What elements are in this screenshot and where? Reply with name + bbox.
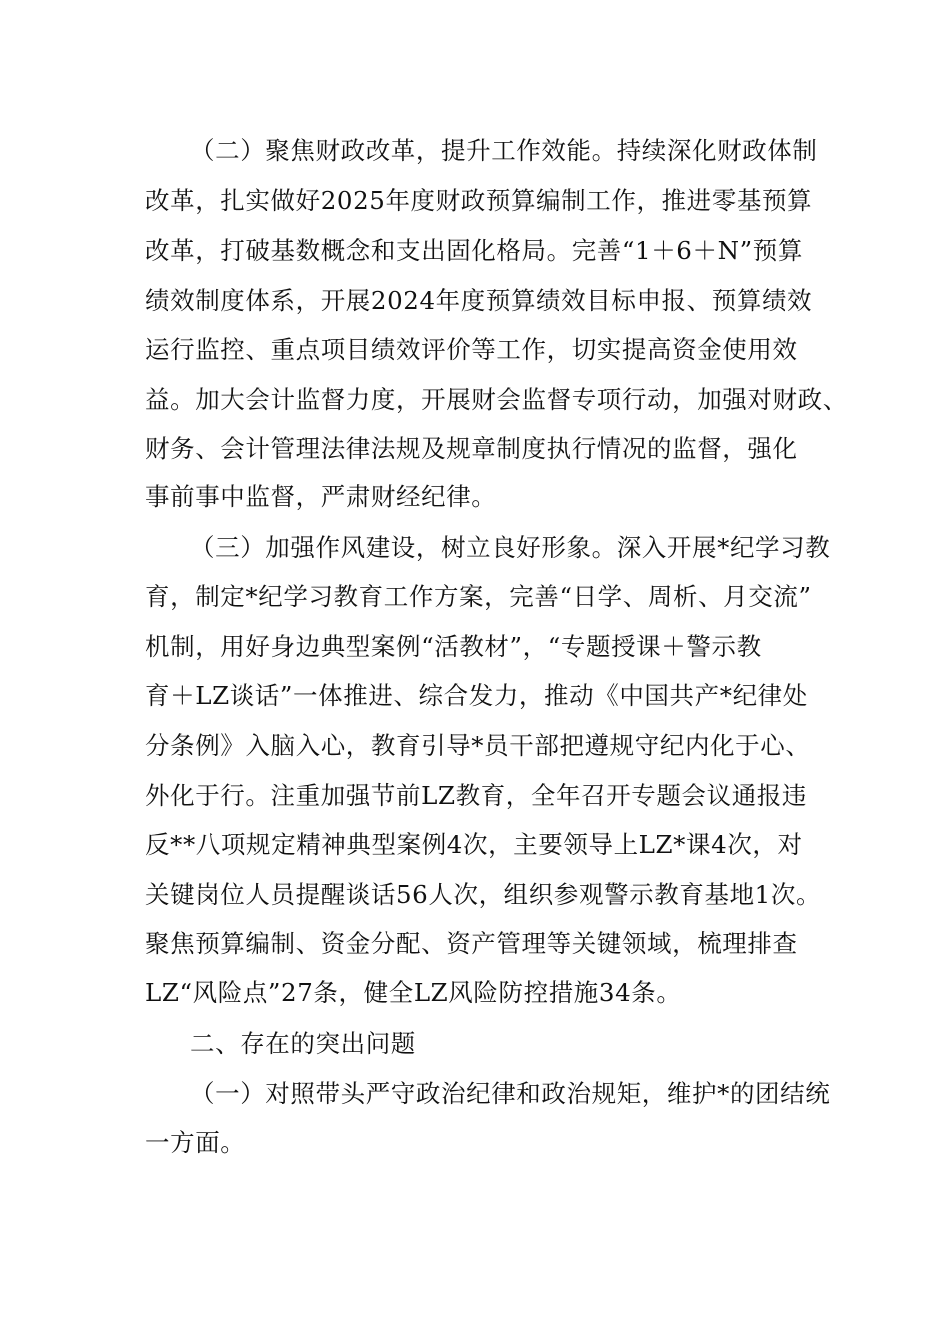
paragraph-3-line-10: LZ“风险点”27条，健全LZ风险防控措施34条。 (145, 978, 682, 1007)
subsection-line-1: （一）对照带头严守政治纪律和政治规矩，维护*的团结统 (190, 1079, 831, 1108)
paragraph-2-line-8: 事前事中监督，严肃财经纪律。 (145, 482, 497, 511)
subsection-line-2: 一方面。 (145, 1128, 246, 1157)
paragraph-3-line-5: 分条例》入脑入心，教育引导*员干部把遵规守纪内化于心、 (145, 731, 811, 760)
paragraph-2-line-7: 财务、会计管理法律法规及规章制度执行情况的监督，强化 (145, 434, 798, 463)
paragraph-3-line-2: 育，制定*纪学习教育工作方案，完善“日学、周析、月交流” (145, 582, 812, 611)
paragraph-2-line-6: 益。加大会计监督力度，开展财会监督专项行动，加强对财政、 (145, 385, 848, 414)
paragraph-2-line-1: （二）聚焦财政改革，提升工作效能。持续深化财政体制 (190, 136, 818, 165)
paragraph-3-line-6: 外化于行。注重加强节前LZ教育，全年召开专题会议通报违 (145, 781, 807, 810)
paragraph-2-line-2: 改革，扎实做好2025年度财政预算编制工作，推进零基预算 (145, 186, 813, 215)
paragraph-2-line-5: 运行监控、重点项目绩效评价等工作，切实提高资金使用效 (145, 335, 798, 364)
section-heading: 二、存在的突出问题 (190, 1029, 416, 1058)
paragraph-3-line-4: 育＋LZ谈话”一体推进、综合发力，推动《中国共产*纪律处 (145, 681, 808, 710)
paragraph-2-line-3: 改革，打破基数概念和支出固化格局。完善“1＋6＋N”预算 (145, 236, 803, 265)
paragraph-3-line-7: 反**八项规定精神典型案例4次，主要领导上LZ*课4次，对 (145, 830, 803, 859)
paragraph-3-line-3: 机制，用好身边典型案例“活教材”，“专题授课＋警示教 (145, 632, 762, 661)
paragraph-3-line-1: （三）加强作风建设，树立良好形象。深入开展*纪学习教 (190, 533, 831, 562)
paragraph-2-line-4: 绩效制度体系，开展2024年度预算绩效目标申报、预算绩效 (145, 286, 813, 315)
paragraph-3-line-9: 聚焦预算编制、资金分配、资产管理等关键领域，梳理排查 (145, 929, 798, 958)
paragraph-3-line-8: 关键岗位人员提醒谈话56人次，组织参观警示教育基地1次。 (145, 880, 822, 909)
